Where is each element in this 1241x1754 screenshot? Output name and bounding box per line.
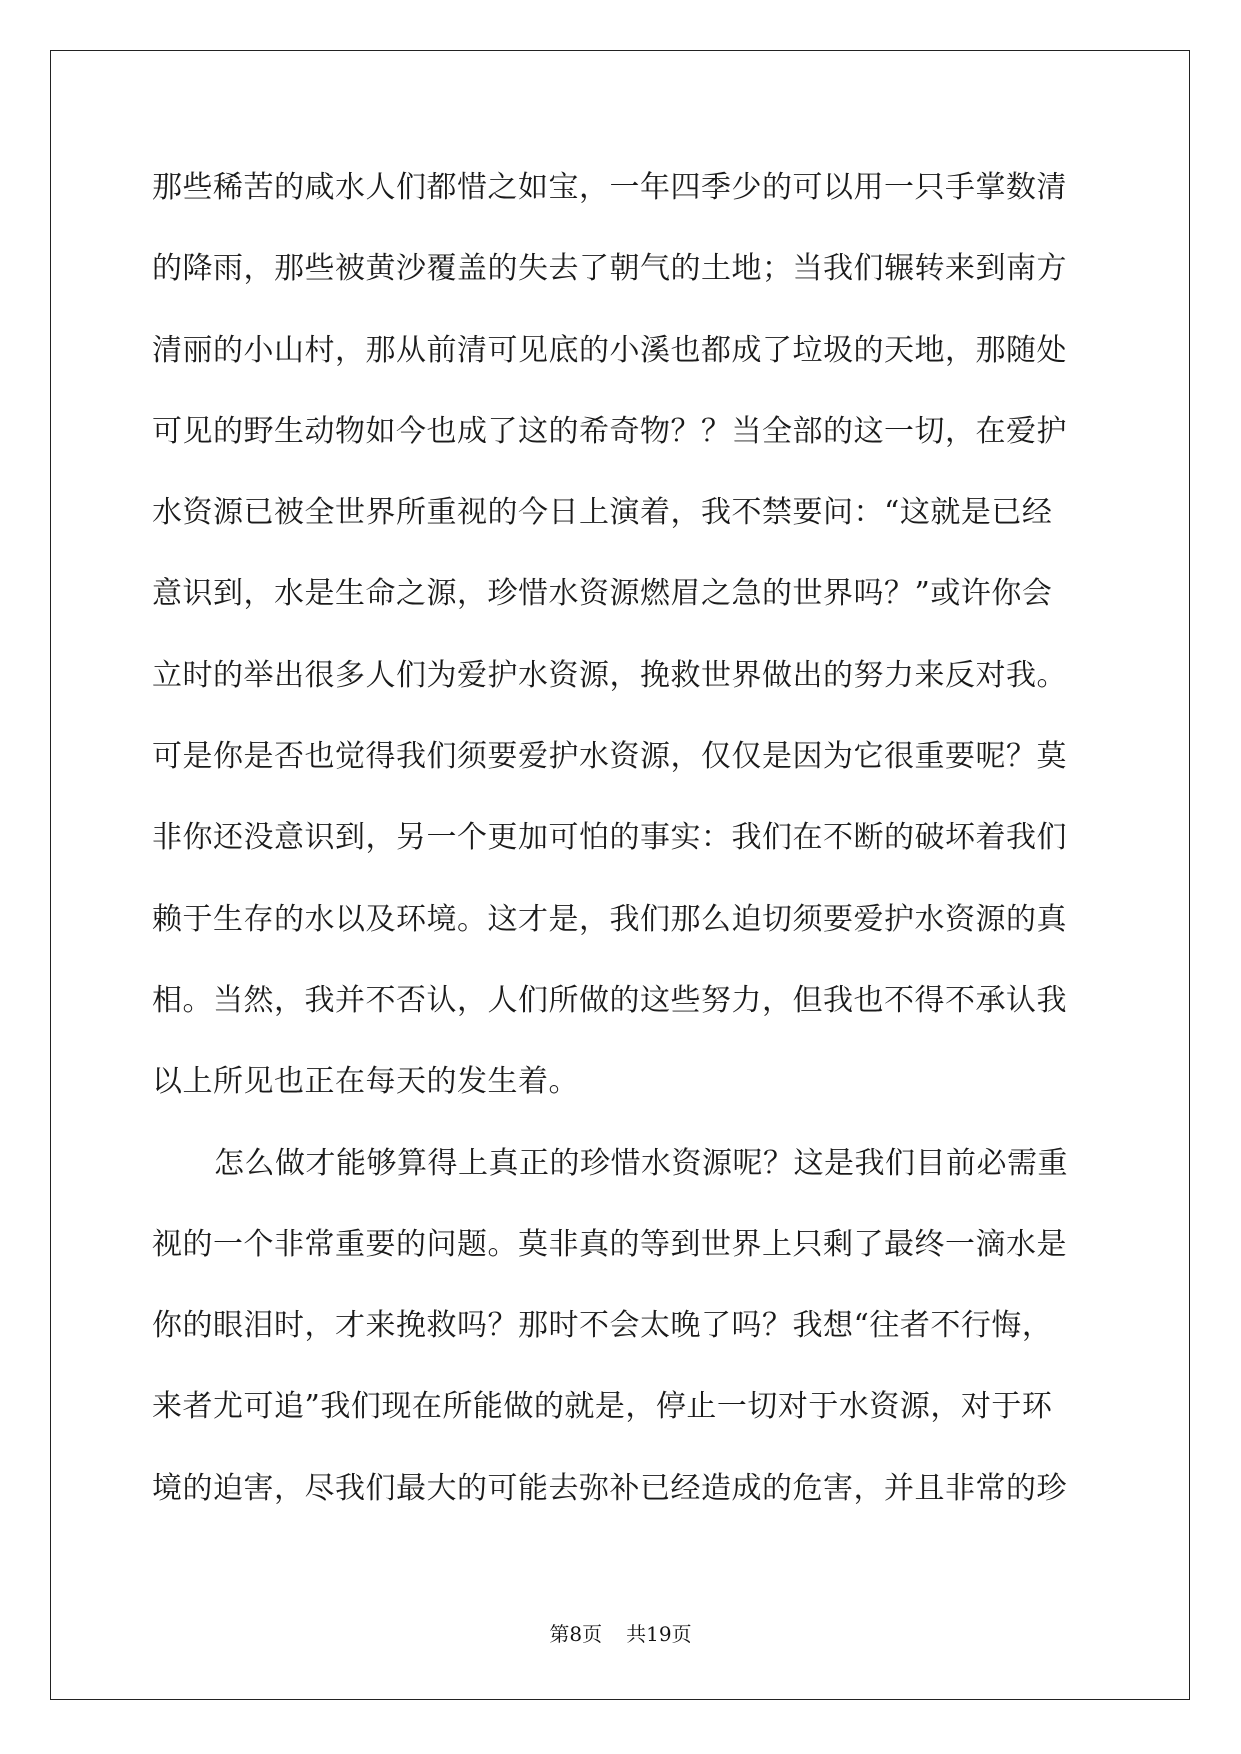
text-line: 以上所见也正在每天的发生着。: [152, 1064, 579, 1100]
text-line: 那些稀苦的咸水人们都惜之如宝，一年四季少的可以用一只手掌数清: [152, 170, 1067, 205]
paragraph-1: [152, 160, 1092, 1136]
text-line: 来者尤可追”我们现在所能做的就是，停止一切对于水资源，对于环: [152, 1389, 1053, 1425]
page-footer: [0, 1618, 1241, 1647]
text-line: 视的一个非常重要的问题。莫非真的等到世界上只剩了最终一滴水是: [152, 1226, 1067, 1262]
text-line: 可是你是否也觉得我们须要爱护水资源，仅仅是因为它很重要呢？莫: [152, 739, 1067, 775]
text-line: 你的眼泪时，才来挽救吗？那时不会太晚了吗？我想“往者不行悔，: [152, 1308, 1053, 1344]
text-line: 非你还没意识到，另一个更加可怕的事实：我们在不断的破坏着我们: [152, 820, 1067, 856]
paragraph-2: [152, 1136, 1092, 1542]
text-line: 赖于生存的水以及环境。这才是，我们那么迫切须要爱护水资源的真: [152, 901, 1067, 937]
page-number-total: 共19页: [626, 1622, 692, 1646]
page-number-current: 第8页: [549, 1622, 603, 1646]
document-body: [152, 160, 1092, 1542]
text-line: 的降雨，那些被黄沙覆盖的失去了朝气的土地；当我们辗转来到南方: [152, 251, 1067, 287]
text-line: 水资源已被全世界所重视的今日上演着，我不禁要问：“这就是已经: [152, 495, 1053, 531]
text-line: 清丽的小山村，那从前清可见底的小溪也都成了垃圾的天地，那随处: [152, 332, 1067, 368]
text-line: 意识到，水是生命之源，珍惜水资源燃眉之急的世界吗？”或许你会: [152, 576, 1053, 612]
text-line: 怎么做才能够算得上真正的珍惜水资源呢？这是我们目前必需重: [214, 1145, 1068, 1181]
text-line: 可见的野生动物如今也成了这的希奇物？？当全部的这一切，在爱护: [152, 413, 1067, 449]
text-line: 境的迫害，尽我们最大的可能去弥补已经造成的危害，并且非常的珍: [152, 1470, 1067, 1506]
text-line: 相。当然，我并不否认，人们所做的这些努力，但我也不得不承认我: [152, 982, 1067, 1018]
text-line: 立时的举出很多人们为爱护水资源，挽救世界做出的努力来反对我。: [152, 657, 1067, 693]
